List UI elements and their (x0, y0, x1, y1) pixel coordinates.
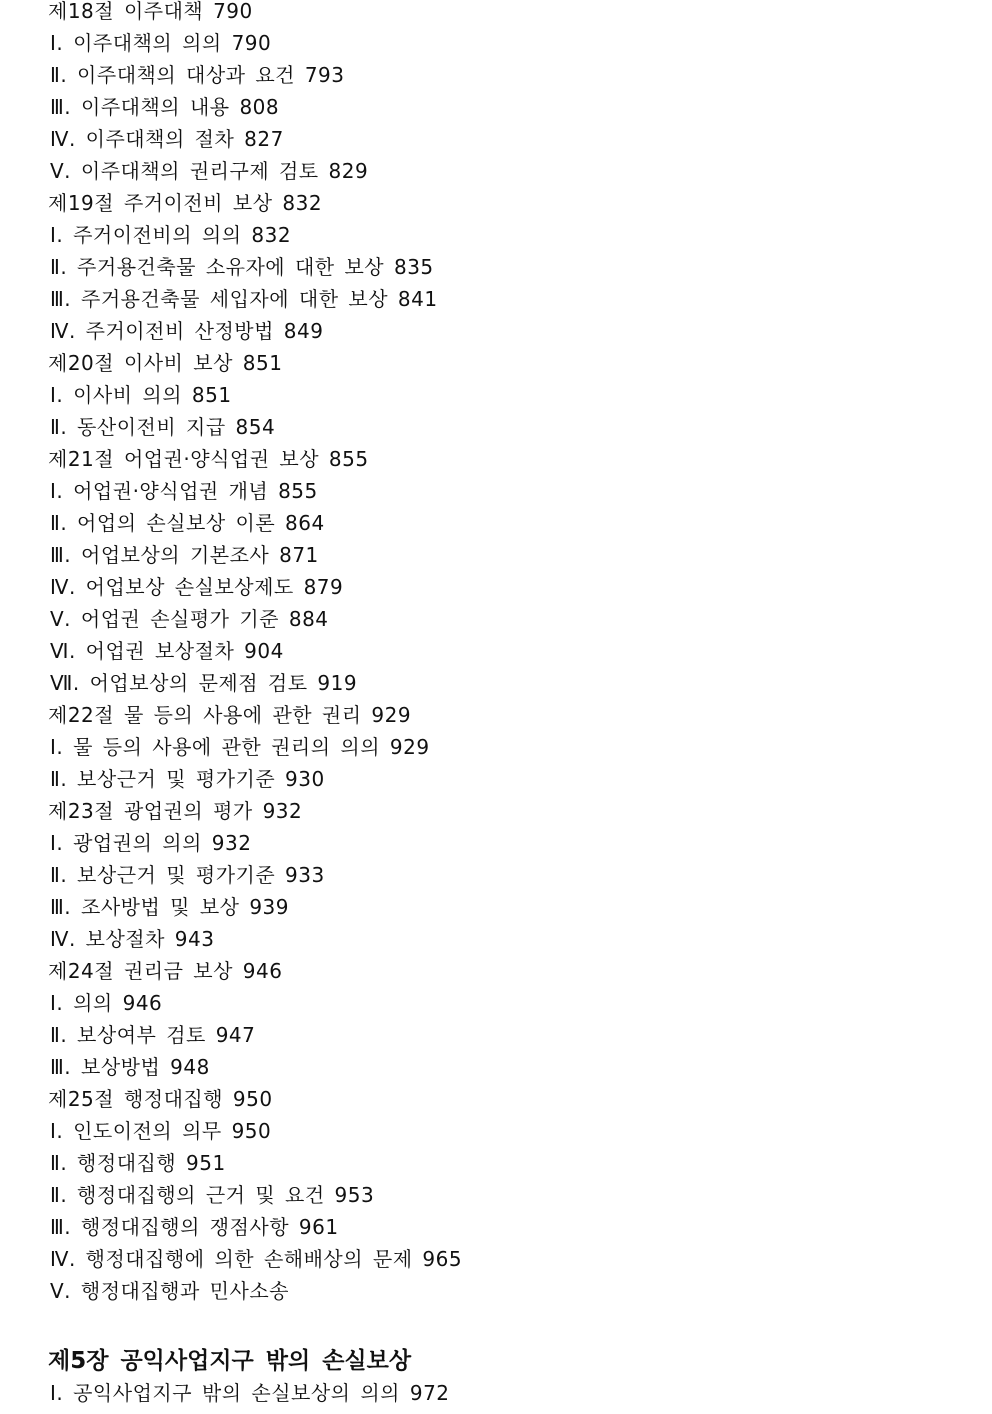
toc-entry: Ⅱ. 보상근거 및 평가기준 930 (50, 767, 325, 791)
toc-entry: Ⅲ. 이주대책의 내용 808 (50, 95, 280, 119)
toc-entry: Ⅱ. 주거용건축물 소유자에 대한 보상 835 (50, 255, 434, 279)
toc-entry: Ⅵ. 어업권 보상절차 904 (50, 639, 284, 663)
toc-entry: Ⅰ. 공익사업지구 밖의 손실보상의 의의 972 (50, 1381, 450, 1405)
chapter-gap (48, 1312, 968, 1346)
toc-entry: Ⅲ. 어업보상의 기본조사 871 (50, 543, 319, 567)
toc-entry: Ⅳ. 주거이전비 산정방법 849 (50, 319, 324, 343)
toc-entry: Ⅰ. 어업권·양식업권 개념 855 (50, 479, 318, 503)
toc-entry: Ⅰ. 인도이전의 의무 950 (50, 1119, 272, 1143)
toc-entry: Ⅰ. 광업권의 의의 932 (50, 831, 252, 855)
toc-section-heading: 제23절 광업권의 평가 932 (48, 799, 303, 823)
toc-entry: Ⅱ. 행정대집행 951 (50, 1151, 226, 1175)
toc-section-heading: 제18절 이주대책 790 (48, 0, 253, 23)
toc-entry: Ⅱ. 동산이전비 지급 854 (50, 415, 276, 439)
toc-entry: Ⅴ. 행정대집행과 민사소송 (50, 1279, 289, 1303)
toc-entry: Ⅶ. 어업보상의 문제점 검토 919 (50, 671, 358, 695)
chapter-items (48, 1382, 968, 1414)
toc-entry: Ⅲ. 보상방법 948 (50, 1055, 210, 1079)
toc-entry: Ⅰ. 의의 946 (50, 991, 163, 1015)
toc-lines (48, 0, 968, 1312)
toc-entry: Ⅴ. 이주대책의 권리구제 검토 829 (50, 159, 369, 183)
toc-section-heading: 제24절 권리금 보상 946 (48, 959, 283, 983)
toc-entry: Ⅲ. 주거용건축물 세입자에 대한 보상 841 (50, 287, 438, 311)
toc-entry: Ⅲ. 행정대집행의 쟁점사항 961 (50, 1215, 339, 1239)
toc-entry: Ⅳ. 행정대집행에 의한 손해배상의 문제 965 (50, 1247, 463, 1271)
toc-section-heading: 제22절 물 등의 사용에 관한 권리 929 (48, 703, 412, 727)
toc-entry: Ⅴ. 어업권 손실평가 기준 884 (50, 607, 329, 631)
toc-section-heading: 제19절 주거이전비 보상 832 (48, 191, 323, 215)
toc-entry: Ⅲ. 조사방법 및 보상 939 (50, 895, 289, 919)
toc-entry: Ⅳ. 보상절차 943 (50, 927, 215, 951)
toc-entry: Ⅱ. 행정대집행의 근거 및 요건 953 (50, 1183, 375, 1207)
toc-entry: Ⅳ. 어업보상 손실보상제도 879 (50, 575, 344, 599)
toc-entry: Ⅰ. 이사비 의의 851 (50, 383, 232, 407)
chapter-title: 제5장 공익사업지구 밖의 손실보상 (48, 1348, 412, 1374)
toc-entry: Ⅰ. 주거이전비의 의의 832 (50, 223, 292, 247)
toc-entry: Ⅳ. 이주대책의 절차 827 (50, 127, 284, 151)
toc-entry: Ⅱ. 이주대책의 대상과 요건 793 (50, 63, 345, 87)
toc-section-heading: 제21절 어업권·양식업권 보상 855 (48, 447, 369, 471)
toc-entry: Ⅰ. 물 등의 사용에 관한 권리의 의의 929 (50, 735, 430, 759)
toc-entry: Ⅰ. 이주대책의 의의 790 (50, 31, 272, 55)
toc-section-heading: 제20절 이사비 보상 851 (48, 351, 283, 375)
toc-entry: Ⅱ. 어업의 손실보상 이론 864 (50, 511, 325, 535)
toc-entry: Ⅱ. 보상근거 및 평가기준 933 (50, 863, 325, 887)
toc-section-heading: 제25절 행정대집행 950 (48, 1087, 273, 1111)
toc-entry: Ⅱ. 보상여부 검토 947 (50, 1023, 256, 1047)
table-of-contents (48, 0, 968, 1414)
